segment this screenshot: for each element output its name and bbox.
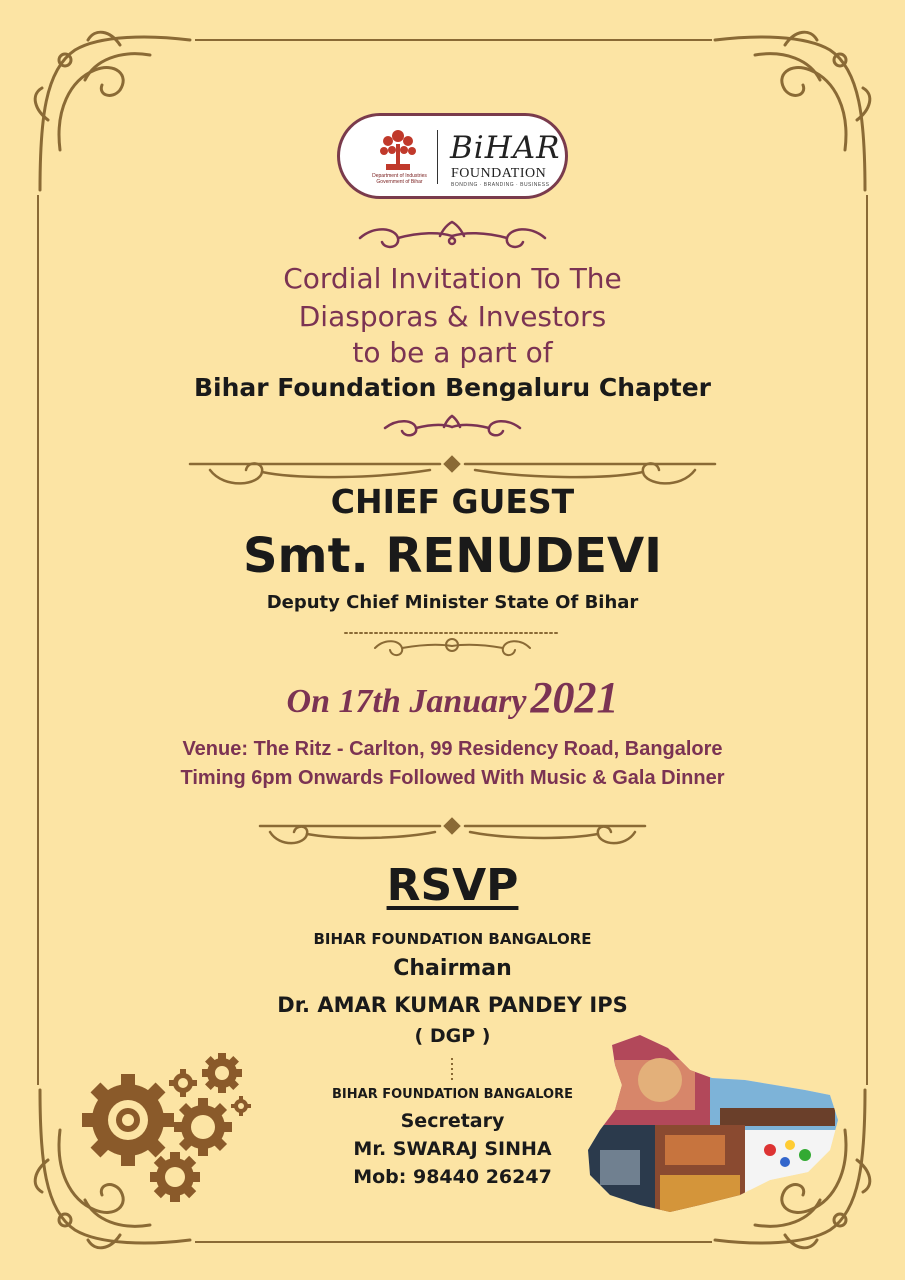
event-date-year: 2021 <box>530 673 619 722</box>
divider-scroll-3 <box>260 819 645 843</box>
divider-scroll-1 <box>190 457 715 483</box>
logo-divider <box>437 130 438 184</box>
brand-name: BiHAR <box>450 130 561 166</box>
event-date <box>0 672 905 723</box>
secretary-name: Mr. SWARAJ SINHA <box>353 1138 552 1160</box>
secretary-org: BIHAR FOUNDATION BANGALORE <box>332 1087 573 1102</box>
corner-ornament-top-right <box>715 32 870 190</box>
invitation-line-2: Diasporas & Investors <box>298 300 607 333</box>
divider-scroll-2 <box>345 633 560 655</box>
chairman-org: BIHAR FOUNDATION BANGALORE <box>313 930 592 948</box>
secretary-mobile: Mob: 98440 26247 <box>353 1166 552 1188</box>
chairman-name: Dr. AMAR KUMAR PANDEY IPS <box>277 993 628 1017</box>
tree-emblem-icon <box>376 126 420 172</box>
chapter-title: Bihar Foundation Bengaluru Chapter <box>193 373 712 402</box>
flourish-middle <box>385 416 520 435</box>
chairman-rank: ( DGP ) <box>414 1025 491 1047</box>
invitation-line-1: Cordial Invitation To The <box>283 262 622 295</box>
chairman-role: Chairman <box>393 956 512 981</box>
chief-guest-heading: CHIEF GUEST <box>330 482 575 521</box>
logo-badge <box>337 113 568 199</box>
secretary-role: Secretary <box>400 1110 505 1132</box>
flourish-top <box>360 222 545 247</box>
corner-ornament-top-left <box>35 32 190 190</box>
brand-foundation: FOUNDATION <box>451 166 547 181</box>
event-date-prefix: On 17th January <box>286 683 527 720</box>
chief-guest-designation: Deputy Chief Minister State Of Bihar <box>266 592 639 613</box>
event-timing: Timing 6pm Onwards Followed With Music & Gala Dinner <box>180 767 725 789</box>
chief-guest-name: Smt. RENUDEVI <box>242 528 662 584</box>
rsvp-heading: RSVP <box>386 860 519 911</box>
department-text: Department of Industries Government of Bihar <box>372 173 427 185</box>
brand-tagline: BONDING · BRANDING · BUSINESS <box>451 182 550 188</box>
invitation-line-3: to be a part of <box>352 336 553 369</box>
event-venue: Venue: The Ritz - Carlton, 99 Residency Road, Bangalore <box>182 738 723 760</box>
